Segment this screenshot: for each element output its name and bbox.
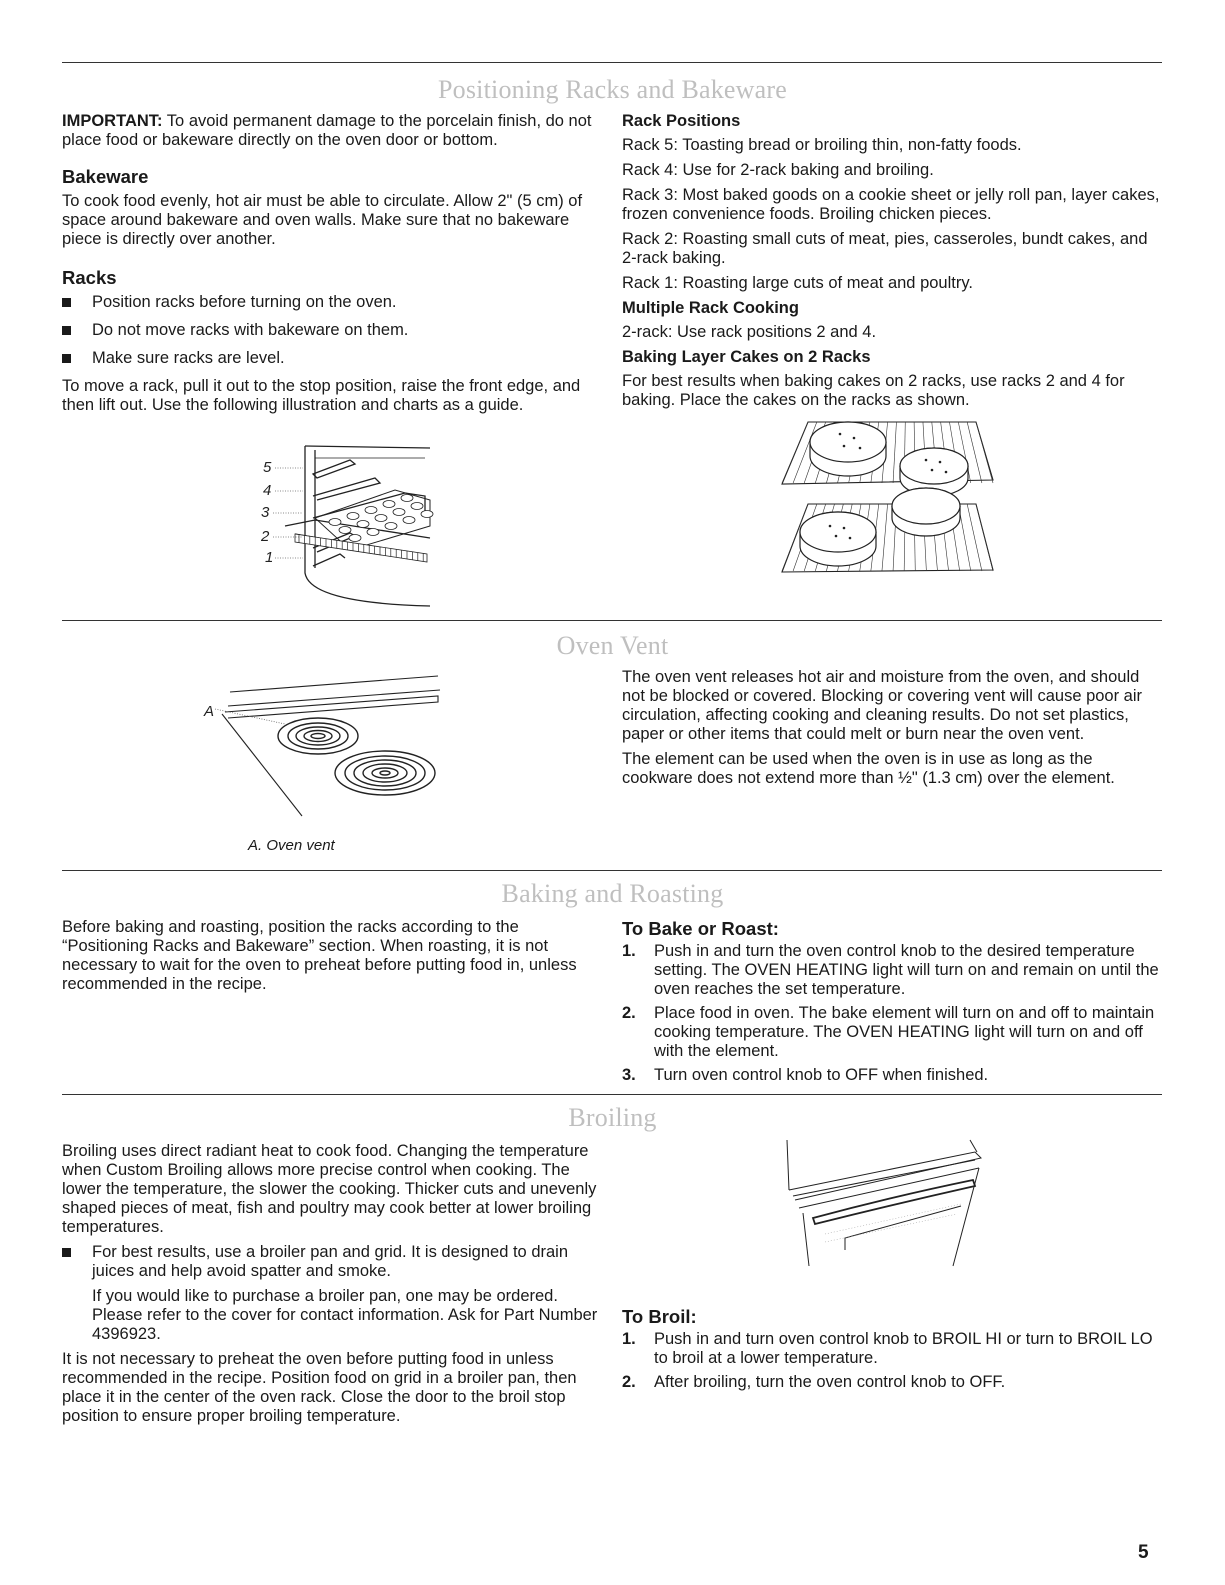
- important-text: To avoid permanent damage to the porcelain finish, do not place food or bakeware directly on the oven door or bottom.: [62, 112, 592, 149]
- rack-grid-wire: [882, 504, 888, 571]
- section-title-racks: Positioning Racks and Bakeware: [438, 75, 787, 104]
- list-item: For best results, use a broiler pan and grid. It is designed to drain juices and help avoid spatter and smoke.: [62, 1243, 602, 1281]
- baking-intro: Before baking and roasting, position the racks according to the “Positioning Racks and Bakeware” section. When roasting, it is not necessary to wait for the oven to preheat before putting food in, unless recommended in the recipe.: [62, 918, 577, 993]
- vent-callout-label: A: [204, 703, 215, 720]
- cookie-shape: [385, 523, 397, 530]
- rack-grid-wire: [782, 422, 808, 483]
- section-rule: [62, 620, 1162, 621]
- section-rule: [62, 1094, 1162, 1095]
- cookie-shape: [349, 535, 361, 542]
- section-rule: [62, 870, 1162, 871]
- vent-right-column: [622, 668, 1162, 788]
- bullet-square-icon: [62, 1248, 71, 1257]
- rack-grid-wire: [967, 422, 982, 483]
- cookie-shape: [393, 509, 405, 516]
- cookie-shape: [375, 515, 387, 522]
- rack-position-1: Rack 1: Roasting large cuts of meat and poultry.: [622, 274, 973, 292]
- baking-left-column: [62, 918, 602, 994]
- cookie-shape: [329, 519, 341, 526]
- rack-positions-heading: Rack Positions: [622, 112, 741, 130]
- broil-right-column: [622, 1306, 1162, 1397]
- rack-position-2: Rack 2: Roasting small cuts of meat, pies, casseroles, bundt cakes, and 2-rack baking.: [622, 230, 1148, 267]
- cookie-shape: [365, 507, 377, 514]
- multiple-rack-text: 2-rack: Use rack positions 2 and 4.: [622, 323, 877, 341]
- layer-cakes-heading: Baking Layer Cakes on 2 Racks: [622, 348, 871, 366]
- cookie-shape: [367, 529, 379, 536]
- important-label: IMPORTANT:: [62, 112, 163, 130]
- rack-label: 1: [265, 549, 274, 566]
- cookie-shape: [339, 527, 351, 534]
- vent-caption: A. Oven vent: [248, 837, 335, 854]
- list-item: 3. Turn oven control knob to OFF when finished.: [622, 1066, 989, 1084]
- cookie-shape: [383, 501, 395, 508]
- rack-position-3: Rack 3: Most baked goods on a cookie sheet or jelly roll pan, layer cakes, frozen convenience foods. Broiling chicken pieces.: [622, 186, 1160, 223]
- cookie-shape: [421, 511, 433, 518]
- rack-grid-wire: [976, 504, 993, 571]
- vent-paragraph-1: The oven vent releases hot air and moisture from the oven, and should not be blocked or covered. Blocking or covering vent will cause poor air circulation, affecting cooking and cleaning results. Do not set plastics, paper or other items that could melt or burn near the oven vent.: [622, 668, 1143, 743]
- cookie-shape: [403, 517, 415, 524]
- rack-label: 2: [261, 528, 270, 545]
- list-item: 1. Push in and turn oven control knob to BROIL HI or turn to BROIL LO to broil at a lower temperature.: [622, 1330, 1153, 1367]
- two-rack-cakes-illustration: [778, 420, 998, 578]
- multiple-rack-heading: Multiple Rack Cooking: [622, 299, 799, 317]
- bake-roast-heading: To Bake or Roast:: [622, 918, 779, 939]
- cookie-shape: [357, 521, 369, 528]
- rack-grid-wire: [976, 422, 993, 483]
- baking-right-column: [622, 918, 1162, 1090]
- racks-left-column: [62, 112, 602, 415]
- section-rule: [62, 62, 1162, 63]
- important-note: [62, 112, 602, 150]
- page-number: 5: [1138, 1542, 1149, 1563]
- rack-position-5: Rack 5: Toasting bread or broiling thin, non-fatty foods.: [622, 136, 1022, 154]
- list-item: Position racks before turning on the oven.: [62, 293, 602, 312]
- broiling-left-column: [62, 1142, 602, 1426]
- section-title-vent: Oven Vent: [556, 631, 669, 660]
- cookie-shape: [347, 513, 359, 520]
- rack-label: 5: [263, 459, 272, 476]
- list-item: Make sure racks are level.: [62, 349, 602, 368]
- cookie-shape: [411, 503, 423, 510]
- rack-label: 3: [261, 504, 270, 521]
- bullet-square-icon: [62, 298, 71, 307]
- list-item: 2. After broiling, turn the oven control knob to OFF.: [622, 1373, 1006, 1391]
- broil-door-illustration: [785, 1138, 985, 1273]
- cookie-shape: [401, 495, 413, 502]
- layer-cakes-text: For best results when baking cakes on 2 racks, use racks 2 and 4 for baking. Place the cakes on the racks as shown.: [622, 372, 1125, 409]
- rack-positions-illustration: [255, 438, 435, 610]
- bullet-square-icon: [62, 354, 71, 363]
- bakeware-text: To cook food evenly, hot air must be able to circulate. Allow 2" (5 cm) of space around bakeware and oven walls. Make sure that no bakeware piece is directly over another.: [62, 192, 583, 248]
- list-item: Do not move racks with bakeware on them.: [62, 321, 602, 340]
- move-rack-text: To move a rack, pull it out to the stop position, raise the front edge, and then lift out. Use the following illustration and charts as a guide.: [62, 377, 581, 414]
- bullet-square-icon: [62, 326, 71, 335]
- vent-paragraph-2: The element can be used when the oven is in use as long as the cookware does not extend more than ½" (1.3 cm) over the element.: [622, 750, 1115, 787]
- broiler-pan-note: If you would like to purchase a broiler pan, one may be ordered. Please refer to the cover for contact information. Ask for Part Number 4396923.: [92, 1287, 598, 1343]
- section-title-baking: Baking and Roasting: [501, 879, 724, 908]
- section-title-broiling: Broiling: [568, 1103, 657, 1132]
- bakeware-heading: Bakeware: [62, 166, 149, 187]
- racks-right-column: [622, 112, 1162, 410]
- rack-position-4: Rack 4: Use for 2-rack baking and broiling.: [622, 161, 934, 179]
- racks-heading: Racks: [62, 267, 117, 288]
- rack-grid-wire: [893, 422, 896, 483]
- rack-label: 4: [263, 482, 272, 499]
- list-item: 1. Push in and turn the oven control knob to the desired temperature setting. The OVEN HEATING light will turn on and remain on until the oven reaches the set temperature.: [622, 942, 1159, 998]
- to-broil-heading: To Broil:: [622, 1306, 697, 1327]
- rack-grid-wire: [967, 504, 982, 571]
- broiling-intro: Broiling uses direct radiant heat to cook food. Changing the temperature when Custom Broiling allows more precise control when cooking. The lower the temperature, the slower the cooking. Thicker cuts and unevenly shaped pieces of meat, fish and poultry may cook better at lower broiling temperatures.: [62, 1142, 597, 1236]
- oven-vent-illustration: [200, 666, 450, 826]
- broiling-outro: It is not necessary to preheat the oven before putting food in unless recommended in the recipe. Position food on grid in a broiler pan, then place it in the center of the oven rack. Close the door to the broil stop position to ensure proper broiling temperature.: [62, 1350, 577, 1425]
- list-item: 2. Place food in oven. The bake element will turn on and off to maintain cooking temperature. The OVEN HEATING light will turn on and off with the element.: [622, 1004, 1155, 1060]
